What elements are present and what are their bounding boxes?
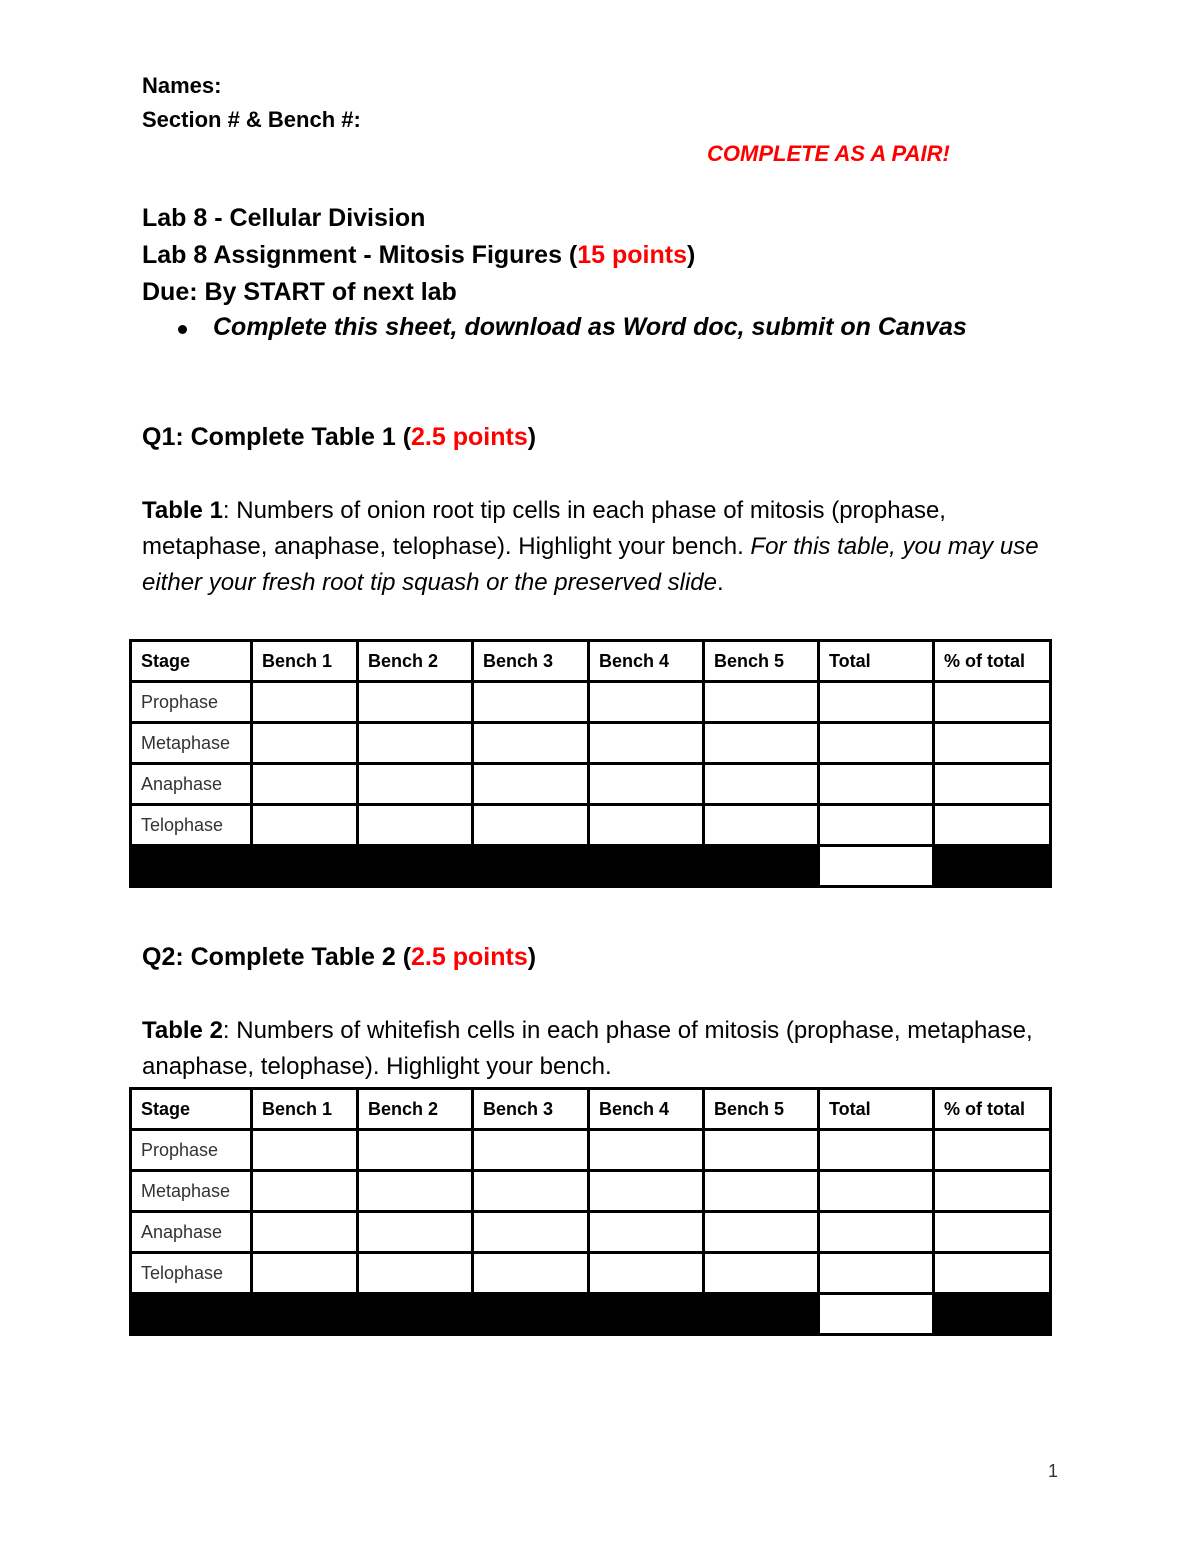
assignment-title-suffix: ) [687, 241, 696, 269]
input-cell[interactable] [473, 805, 589, 846]
input-cell[interactable] [934, 1171, 1051, 1212]
assignment-title [142, 241, 695, 270]
table-2 [129, 1087, 1052, 1336]
input-cell[interactable] [473, 764, 589, 805]
assignment-title-prefix: Lab 8 Assignment - Mitosis Figures ( [142, 241, 578, 269]
assignment-points: 15 points [577, 241, 687, 269]
input-cell[interactable] [589, 1171, 704, 1212]
input-cell[interactable] [704, 1130, 819, 1171]
input-cell[interactable] [358, 682, 473, 723]
input-cell[interactable] [589, 1253, 704, 1294]
table-row [131, 723, 1051, 764]
column-header: Bench 3 [473, 641, 589, 682]
input-cell[interactable] [704, 1212, 819, 1253]
input-cell[interactable] [704, 1253, 819, 1294]
q2-heading-prefix: Q2: Complete Table 2 ( [142, 943, 412, 971]
input-cell[interactable] [358, 764, 473, 805]
blacked-out-cell [934, 846, 1051, 887]
grand-total-cell[interactable] [819, 1294, 934, 1335]
column-header: Bench 4 [589, 641, 704, 682]
column-header: Total [819, 641, 934, 682]
table2-caption [142, 1013, 1042, 1085]
q2-heading-suffix: ) [527, 943, 537, 971]
stage-cell: Anaphase [131, 1212, 252, 1253]
input-cell[interactable] [473, 1253, 589, 1294]
stage-cell: Metaphase [131, 723, 252, 764]
lab-title: Lab 8 - Cellular Division [142, 204, 426, 232]
table-row [131, 1171, 1051, 1212]
input-cell[interactable] [473, 1171, 589, 1212]
input-cell[interactable] [934, 682, 1051, 723]
input-cell[interactable] [934, 723, 1051, 764]
input-cell[interactable] [473, 1130, 589, 1171]
due-line: Due: By START of next lab [142, 278, 457, 306]
table-1 [129, 639, 1052, 888]
input-cell[interactable] [252, 1130, 358, 1171]
input-cell[interactable] [934, 1130, 1051, 1171]
q1-points: 2.5 points [411, 423, 528, 451]
column-header: % of total [934, 1089, 1051, 1130]
blacked-out-cell [131, 846, 819, 887]
input-cell[interactable] [819, 1171, 934, 1212]
stage-cell: Metaphase [131, 1171, 252, 1212]
q2-points: 2.5 points [411, 943, 528, 971]
input-cell[interactable] [819, 1130, 934, 1171]
q1-heading-suffix: ) [527, 423, 537, 451]
q2-heading [142, 943, 536, 972]
table2-caption-label: Table 2 [142, 1017, 223, 1044]
table-row [131, 805, 1051, 846]
input-cell[interactable] [589, 764, 704, 805]
column-header: Total [819, 1089, 934, 1130]
input-cell[interactable] [704, 723, 819, 764]
stage-cell: Prophase [131, 1130, 252, 1171]
stage-cell: Anaphase [131, 764, 252, 805]
input-cell[interactable] [589, 682, 704, 723]
q1-heading-prefix: Q1: Complete Table 1 ( [142, 423, 412, 451]
input-cell[interactable] [934, 805, 1051, 846]
input-cell[interactable] [589, 1130, 704, 1171]
column-header: Bench 5 [704, 641, 819, 682]
input-cell[interactable] [819, 682, 934, 723]
names-label: Names: [142, 73, 222, 98]
instructions-bullet: Complete this sheet, download as Word doc, submit on Canvas [213, 313, 967, 341]
column-header: Bench 4 [589, 1089, 704, 1130]
totals-row [131, 1294, 1051, 1335]
input-cell[interactable] [589, 1212, 704, 1253]
blacked-out-cell [131, 1294, 819, 1335]
input-cell[interactable] [934, 1253, 1051, 1294]
input-cell[interactable] [704, 1171, 819, 1212]
column-header: Bench 2 [358, 1089, 473, 1130]
input-cell[interactable] [704, 682, 819, 723]
input-cell[interactable] [819, 723, 934, 764]
table1-caption [142, 493, 1042, 601]
table-row [131, 682, 1051, 723]
table1-caption-text: : Numbers of onion root tip cells in each phase of mitosis (prophase, metaphase, anaphase, telophase). Highlight your bench. [142, 497, 946, 560]
table-header-row [131, 641, 1051, 682]
input-cell[interactable] [358, 723, 473, 764]
input-cell[interactable] [473, 682, 589, 723]
totals-row [131, 846, 1051, 887]
column-header: Bench 1 [252, 641, 358, 682]
column-header: % of total [934, 641, 1051, 682]
input-cell[interactable] [252, 1253, 358, 1294]
table-row [131, 764, 1051, 805]
table-row [131, 1130, 1051, 1171]
input-cell[interactable] [589, 805, 704, 846]
stage-cell: Telophase [131, 805, 252, 846]
page-number: 1 [1048, 1461, 1059, 1481]
input-cell[interactable] [819, 764, 934, 805]
pair-notice: COMPLETE AS A PAIR! [707, 141, 950, 166]
blacked-out-cell [934, 1294, 1051, 1335]
input-cell[interactable] [358, 805, 473, 846]
input-cell[interactable] [473, 723, 589, 764]
table1-caption-label: Table 1 [142, 497, 223, 524]
input-cell[interactable] [252, 723, 358, 764]
input-cell[interactable] [934, 1212, 1051, 1253]
input-cell[interactable] [358, 1212, 473, 1253]
input-cell[interactable] [704, 764, 819, 805]
column-header: Bench 5 [704, 1089, 819, 1130]
column-header: Bench 2 [358, 641, 473, 682]
input-cell[interactable] [252, 682, 358, 723]
column-header: Bench 3 [473, 1089, 589, 1130]
input-cell[interactable] [819, 805, 934, 846]
input-cell[interactable] [819, 1212, 934, 1253]
section-bench-label: Section # & Bench #: [142, 107, 361, 132]
input-cell[interactable] [252, 1171, 358, 1212]
table-header-row [131, 1089, 1051, 1130]
column-header: Stage [131, 1089, 252, 1130]
q1-heading [142, 423, 536, 452]
input-cell[interactable] [589, 723, 704, 764]
input-cell[interactable] [358, 1171, 473, 1212]
column-header: Bench 1 [252, 1089, 358, 1130]
input-cell[interactable] [252, 1212, 358, 1253]
table-row [131, 1212, 1051, 1253]
stage-cell: Telophase [131, 1253, 252, 1294]
table-row [131, 1253, 1051, 1294]
table1-caption-end: . [716, 569, 724, 596]
input-cell[interactable] [252, 764, 358, 805]
input-cell[interactable] [934, 764, 1051, 805]
table2-caption-text: : Numbers of whitefish cells in each phase of mitosis (prophase, metaphase, anaphase, telophase). Highlight your bench. [142, 1017, 1033, 1080]
stage-cell: Prophase [131, 682, 252, 723]
input-cell[interactable] [358, 1253, 473, 1294]
column-header: Stage [131, 641, 252, 682]
input-cell[interactable] [358, 1130, 473, 1171]
input-cell[interactable] [252, 805, 358, 846]
table1-caption-italic: For this table, you may use either your fresh root tip squash or the preserved slide [142, 533, 1039, 596]
input-cell[interactable] [473, 1212, 589, 1253]
grand-total-cell[interactable] [819, 846, 934, 887]
input-cell[interactable] [704, 805, 819, 846]
input-cell[interactable] [819, 1253, 934, 1294]
bullet-icon [178, 325, 187, 334]
